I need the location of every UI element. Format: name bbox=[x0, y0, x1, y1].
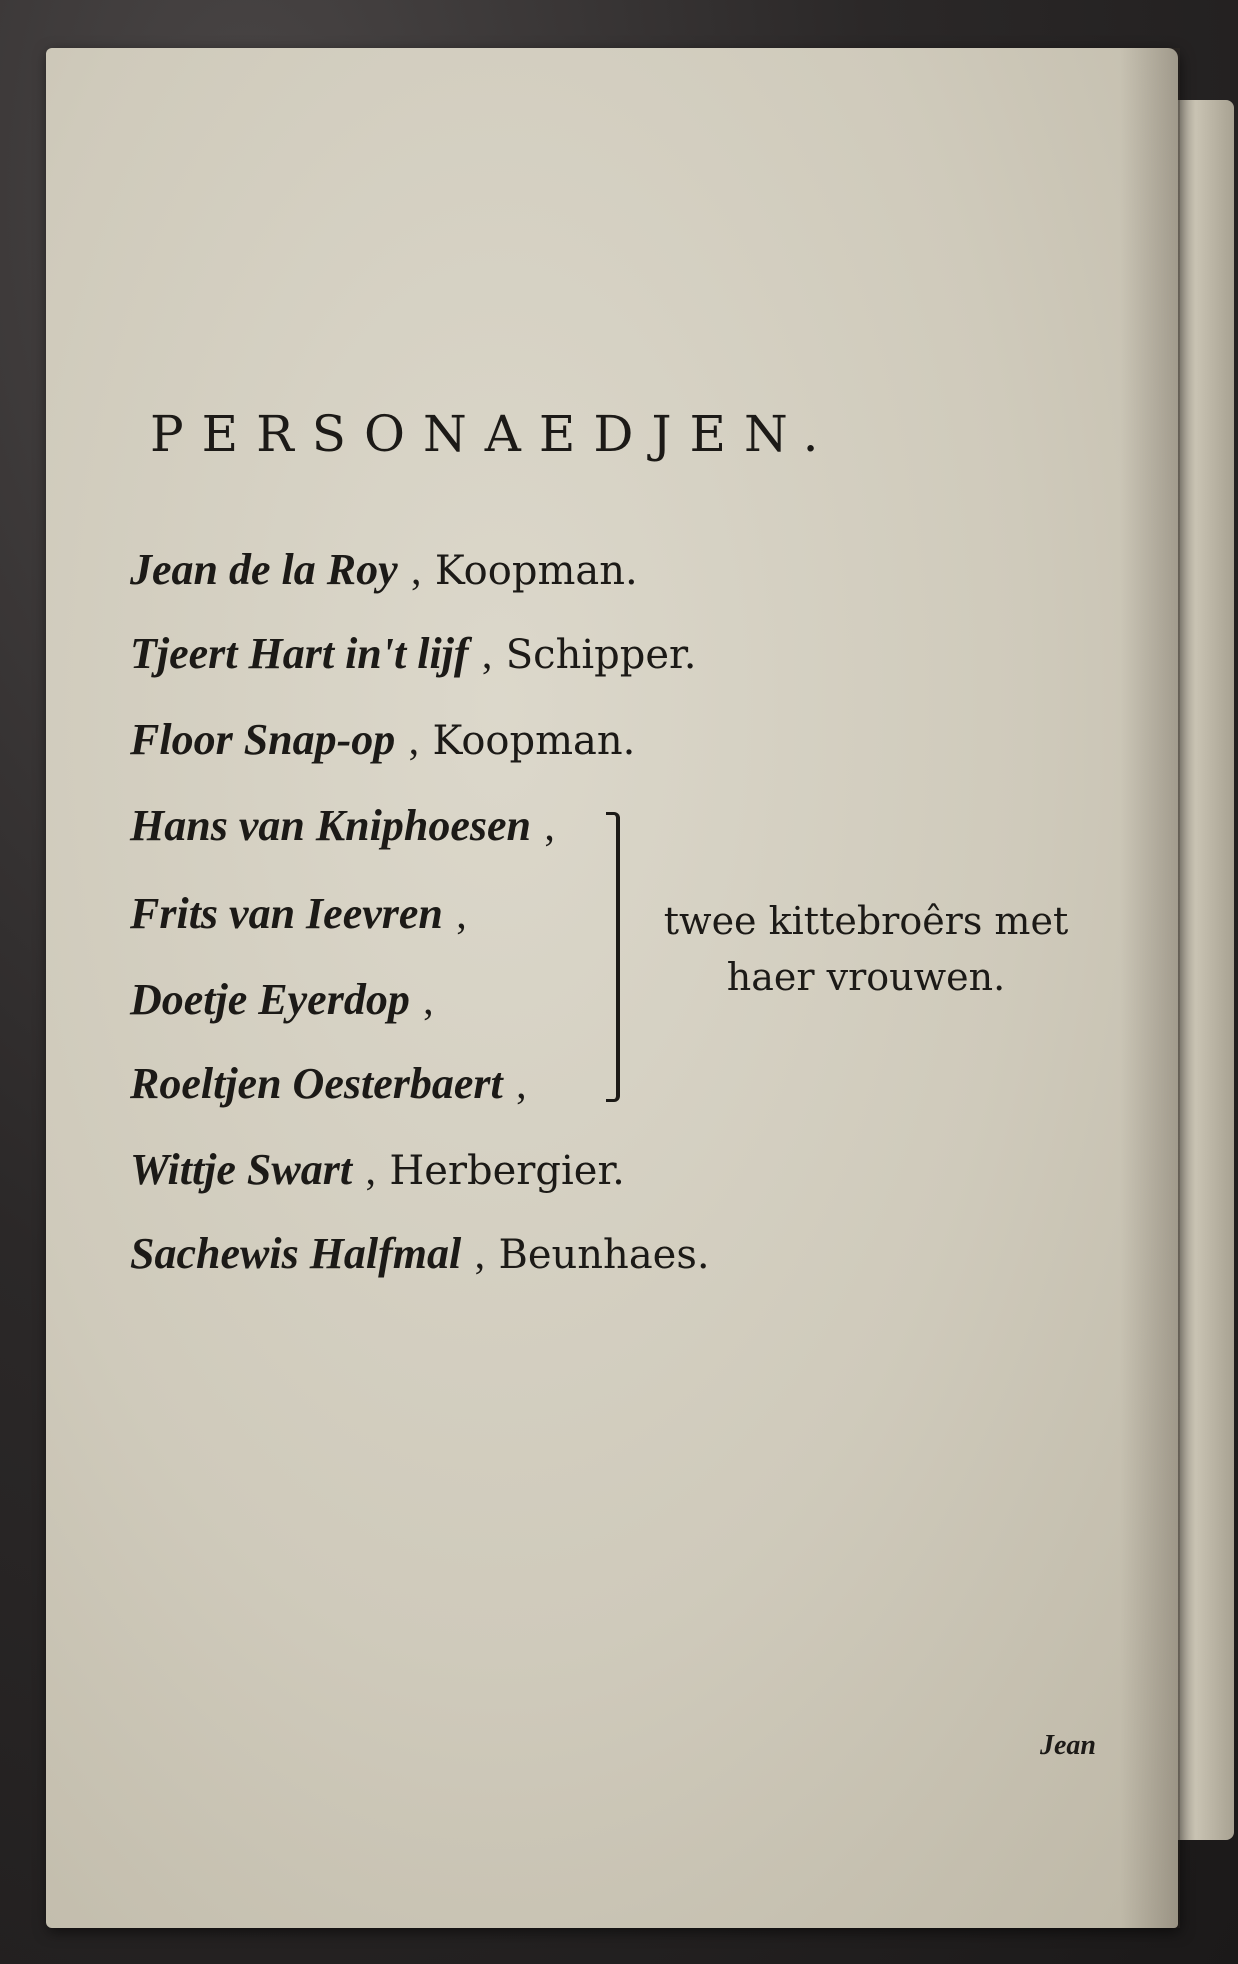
character-name: Jean de la Roy bbox=[130, 545, 398, 594]
separator: , bbox=[516, 1062, 527, 1108]
character-role: Koopman. bbox=[432, 718, 636, 764]
character-name: Doetje Eyerdop bbox=[130, 975, 410, 1024]
character-name: Roeltjen Oesterbaert bbox=[130, 1059, 503, 1108]
group-description bbox=[636, 893, 1096, 1005]
character-row bbox=[130, 889, 467, 938]
group-description-line: twee kittebroêrs met bbox=[663, 899, 1069, 943]
character-role: Koopman. bbox=[434, 548, 638, 594]
character-role: Herbergier. bbox=[389, 1148, 625, 1194]
separator: , bbox=[423, 978, 434, 1024]
separator: , bbox=[544, 804, 555, 850]
character-name: Floor Snap-op bbox=[130, 715, 396, 764]
separator: , bbox=[411, 548, 422, 594]
page-heading: PERSONAEDJEN. bbox=[150, 405, 837, 463]
character-name: Frits van Ieevren bbox=[130, 889, 443, 938]
separator: , bbox=[408, 718, 420, 764]
separator: , bbox=[456, 892, 467, 938]
character-role: Schipper. bbox=[505, 632, 697, 678]
character-name: Sachewis Halfmal bbox=[130, 1229, 462, 1278]
character-row bbox=[130, 1229, 710, 1278]
group-description-line: haer vrouwen. bbox=[726, 955, 1006, 999]
catchword: Jean bbox=[1040, 1730, 1096, 1761]
character-name: Hans van Kniphoesen bbox=[130, 801, 531, 850]
separator: , bbox=[474, 1232, 486, 1278]
character-row bbox=[130, 715, 636, 764]
character-name: Tjeert Hart in't lijf bbox=[130, 629, 469, 678]
character-row bbox=[130, 975, 434, 1024]
separator: , bbox=[365, 1148, 376, 1194]
grouping-brace bbox=[606, 812, 620, 1102]
character-row bbox=[130, 801, 555, 850]
character-name: Wittje Swart bbox=[130, 1145, 353, 1194]
character-row bbox=[130, 1145, 625, 1194]
character-row bbox=[130, 1059, 527, 1108]
character-role: Beunhaes. bbox=[498, 1232, 710, 1278]
character-row bbox=[130, 545, 638, 594]
separator: , bbox=[481, 632, 493, 678]
character-row bbox=[130, 629, 697, 678]
